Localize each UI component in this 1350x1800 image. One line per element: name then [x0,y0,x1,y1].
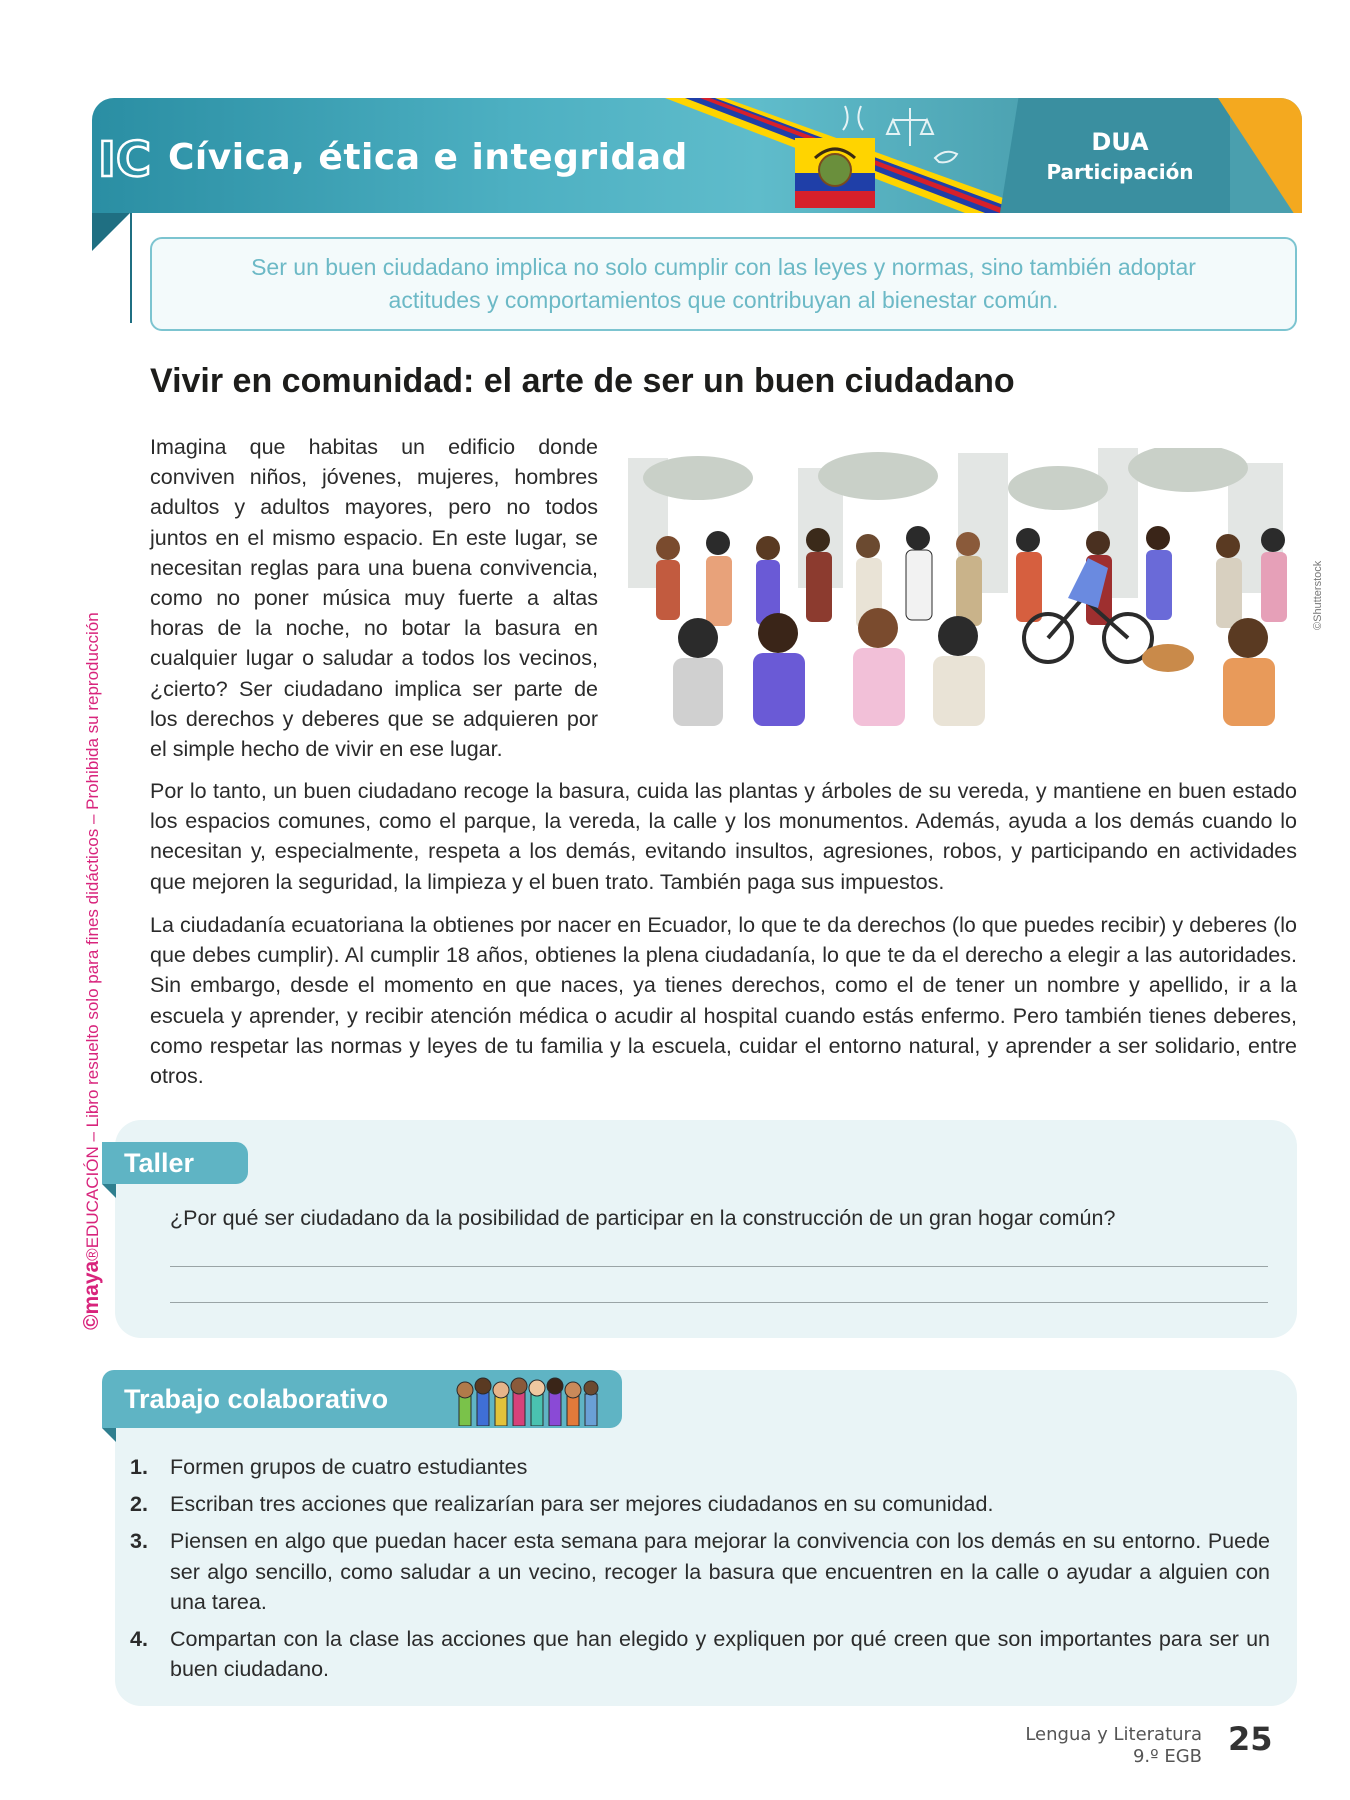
dua-title: DUA [1091,128,1149,156]
list-item-number: 3. [130,1529,148,1554]
list-item [130,1452,1270,1482]
ic-logo-text: IC [98,132,152,186]
taller-tab-fold [102,1184,116,1198]
intro-box [150,237,1297,331]
paragraph-1: Imagina que habitas un edificio donde conviven niños, jóvenes, mujeres, hombres adultos y adultos mayores, pero no todos juntos en el mismo espacio. En este lugar, se necesitan reglas para una buena convivencia, como no poner música muy fuerte a altas horas de la noche, no botar la basura en cualquier lugar o saludar a todos los vecinos, ¿cierto? Ser ciudadano implica ser parte de los derechos y deberes que se adquieren por el simple hecho de vivir en ese lugar. [150,435,598,762]
paragraph-3: La ciudadanía ecuatoriana la obtienes por nacer en Ecuador, lo que te da derechos (lo que puedes recibir) y deberes (lo que debes cumplir). Al cumplir 18 años, obtienes la plena ciudadanía, lo que te da el derecho a elegir a las autoridades. Sin embargo, desde el momento en que naces, ya tienes derechos, como el de tener un nombre y apellido, ir a la escuela y aprender, y recibir atención médica o acudir al hospital cuando estás enfermo. Pero también tienes deberes, como respetar las normas y leyes de tu familia y la escuela, cuidar el entorno natural, y aprender a ser solidario, entre otros. [150,913,1297,1089]
answer-line[interactable] [170,1302,1268,1303]
page-number: 25 [1228,1720,1273,1758]
dua-subtitle: Participación [1046,160,1194,184]
footer-subject: Lengua y Literatura [1025,1724,1202,1745]
banner-fold [92,213,130,251]
side-credit-brand: ©maya [80,1260,103,1330]
answer-line[interactable] [170,1266,1268,1267]
ic-logo-icon [96,130,156,186]
section-title: Cívica, ética e integridad [168,137,688,178]
list-item-text: Compartan con la clase las acciones que han elegido y expliquen por qué creen que son importantes para ser un buen ciudadano. [170,1627,1270,1682]
footer-grade: 9.º EGB [1132,1746,1202,1767]
side-credit [80,480,104,1330]
list-item-text: Formen grupos de cuatro estudiantes [170,1455,528,1479]
list-item [130,1526,1270,1617]
paragraph-2: Por lo tanto, un buen ciudadano recoge la basura, cuida las plantas y árboles de su vereda, y mantiene en buen estado los espacios comunes, como el parque, la vereda, la calle y los monumentos. Además, ayuda a los demás cuando lo necesitan y, especialmente, respeta a los demás, evitando insultos, agresiones, robos, y participando en actividades que mejoren la seguridad, la limpieza y el buen trato. También paga sus impuestos. [150,779,1297,894]
collab-tab-label: Trabajo colaborativo [124,1383,389,1414]
crowd-illustration [628,448,1300,726]
list-item-text: Piensen en algo que puedan hacer esta semana para mejorar la convivencia con los demás en su entorno. Puede ser algo sencillo, como saludar a un vecino, recoger la basura que encuentren en la calle o ayudar a alguien con una tarea. [170,1529,1270,1614]
list-item-text: Escriban tres acciones que realizarían para ser mejores ciudadanos en su comunidad. [170,1492,994,1517]
raised-hands-icon [455,1372,600,1426]
side-credit-text: ®EDUCACIÓN – Libro resuelto solo para fines didácticos – Prohibida su reproducción [83,612,102,1261]
page-heading: Vivir en comunidad: el arte de ser un buen ciudadano [150,362,1015,400]
list-item-number: 4. [130,1627,148,1652]
collab-tab-fold [102,1428,116,1442]
banner-fold-line [130,213,132,323]
taller-question: ¿Por qué ser ciudadano da la posibilidad de participar en la construcción de un gran hogar común? [170,1206,1116,1230]
ecuador-flag-ribbon-icon [665,98,1045,213]
list-item-number: 1. [130,1455,148,1479]
list-item-number: 2. [130,1492,148,1517]
intro-text: Ser un buen ciudadano implica no solo cumplir con las leyes y normas, sino también adoptar actitudes y comportamientos que contribuyan al bienestar común. [251,254,1196,313]
collab-list [130,1452,1270,1691]
image-credit: ©Shutterstock [1312,560,1324,630]
list-item [130,1489,1270,1519]
taller-tab: Taller [102,1142,248,1184]
list-item [130,1624,1270,1684]
